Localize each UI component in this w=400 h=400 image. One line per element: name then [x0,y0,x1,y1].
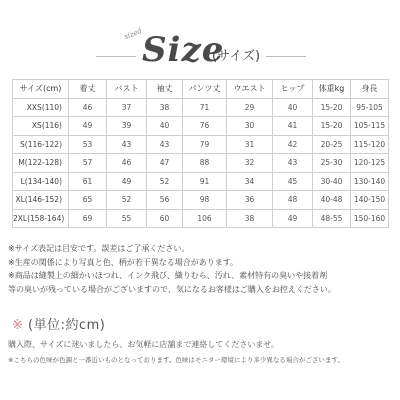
size-title: Size [142,30,225,70]
table-row [13,98,389,117]
table-cell: 52 [147,172,183,191]
table-cell: 115-120 [351,135,389,154]
table-cell: 38 [147,98,183,117]
table-cell: 42 [273,135,313,154]
table-cell: 79 [183,135,227,154]
table-cell: 47 [147,154,183,173]
header-size: サイズ(cm) [13,80,69,99]
size-subtitle: (サイズ) [212,49,261,64]
table-cell: 30-40 [313,172,351,191]
table-cell: 120-125 [351,154,389,173]
table-cell: XS(116) [13,117,69,136]
header-bust: バスト [107,80,147,99]
table-row [13,117,389,136]
table-cell: 65 [69,191,107,210]
table-cell: 98 [183,191,227,210]
table-cell: 46 [107,154,147,173]
unit-text: (単位:約cm) [23,318,106,333]
note-line: 等の臭いが残っている場合がございますので、気になるお客様はご購入をお控えください。 [8,284,336,294]
table-cell: 56 [147,191,183,210]
table-cell: 52 [107,191,147,210]
table-cell: 37 [107,98,147,117]
unit-mark: ※ [12,318,24,333]
table-cell: 40 [147,117,183,136]
table-cell: 43 [147,135,183,154]
table-cell: 57 [69,154,107,173]
title-area [0,0,400,78]
header-sleeve: 袖丈 [147,80,183,99]
footer-section [8,338,394,367]
table-cell: 106 [183,209,227,228]
table-cell: 34 [227,172,273,191]
table-cell: 43 [273,154,313,173]
header-hip: ヒップ [273,80,313,99]
table-cell: 88 [183,154,227,173]
table-cell: 43 [107,135,147,154]
note-line: ※商品は縫製上の細かいほつれ、インク飛び、織りむら、汚れ、素材特有の臭いや接着剤 [8,271,328,280]
table-cell: 71 [183,98,227,117]
table-row [13,191,389,210]
table-cell: 140-150 [351,191,389,210]
table-cell: M(122-128) [13,154,69,173]
table-cell: 41 [273,117,313,136]
footer-line: 購入際、サイズに迷いましたら、お気軽に店舗まで連絡してくださいませ。 [8,340,280,349]
table-cell: 2XL(158-164) [13,209,69,228]
decorative-line-right [266,56,306,57]
decorative-script-text: sized [123,26,143,42]
table-cell: 95-105 [351,98,389,117]
header-weight: 体重kg [313,80,351,99]
table-cell: 49 [107,172,147,191]
table-cell: 30 [227,117,273,136]
table-cell: 150-160 [351,209,389,228]
table-cell: 15-20 [313,98,351,117]
table-cell: 48 [273,191,313,210]
table-cell: 55 [107,209,147,228]
table-cell: S(116-122) [13,135,69,154]
table-cell: 40-48 [313,191,351,210]
header-waist: ウエスト [227,80,273,99]
table-cell: 31 [227,135,273,154]
footer-line: ※こちらの色味が色調と一番近いものとなっております。色味はモニター環境により多少異なる場合がございます。 [8,355,344,364]
table-cell: 53 [69,135,107,154]
table-cell: 49 [273,209,313,228]
table-row [13,172,389,191]
table-cell: 130-140 [351,172,389,191]
table-cell: XXS(110) [13,98,69,117]
table-cell: 20-25 [313,135,351,154]
decorative-line-left [96,56,136,57]
header-pants-length: パンツ丈 [183,80,227,99]
unit-label [12,314,105,333]
table-cell: 48-55 [313,209,351,228]
table-cell: 91 [183,172,227,191]
table-cell: 36 [227,191,273,210]
table-cell: L(134-140) [13,172,69,191]
table-row [13,209,389,228]
table-cell: 38 [227,209,273,228]
size-table [12,79,389,228]
table-row [13,154,389,173]
table-cell: 32 [227,154,273,173]
table-cell: 105-115 [351,117,389,136]
header-height: 身長 [351,80,389,99]
table-cell: 69 [69,209,107,228]
table-cell: 61 [69,172,107,191]
table-row [13,135,389,154]
table-cell: 40 [273,98,313,117]
table-cell: XL(146-152) [13,191,69,210]
table-header-row [13,80,389,99]
table-cell: 15-20 [313,117,351,136]
note-line: ※サイズ表記は目安です。誤差はご了承ください。 [8,244,190,253]
table-cell: 29 [227,98,273,117]
notes-section [8,242,394,296]
table-cell: 46 [69,98,107,117]
table-cell: 45 [273,172,313,191]
table-cell: 60 [147,209,183,228]
note-line: ※生産の関係により写真と色、柄が若干異なる場合があります。 [8,257,239,267]
table-cell: 76 [183,117,227,136]
table-cell: 25-30 [313,154,351,173]
table-cell: 49 [69,117,107,136]
table-cell: 39 [107,117,147,136]
header-length: 着丈 [69,80,107,99]
